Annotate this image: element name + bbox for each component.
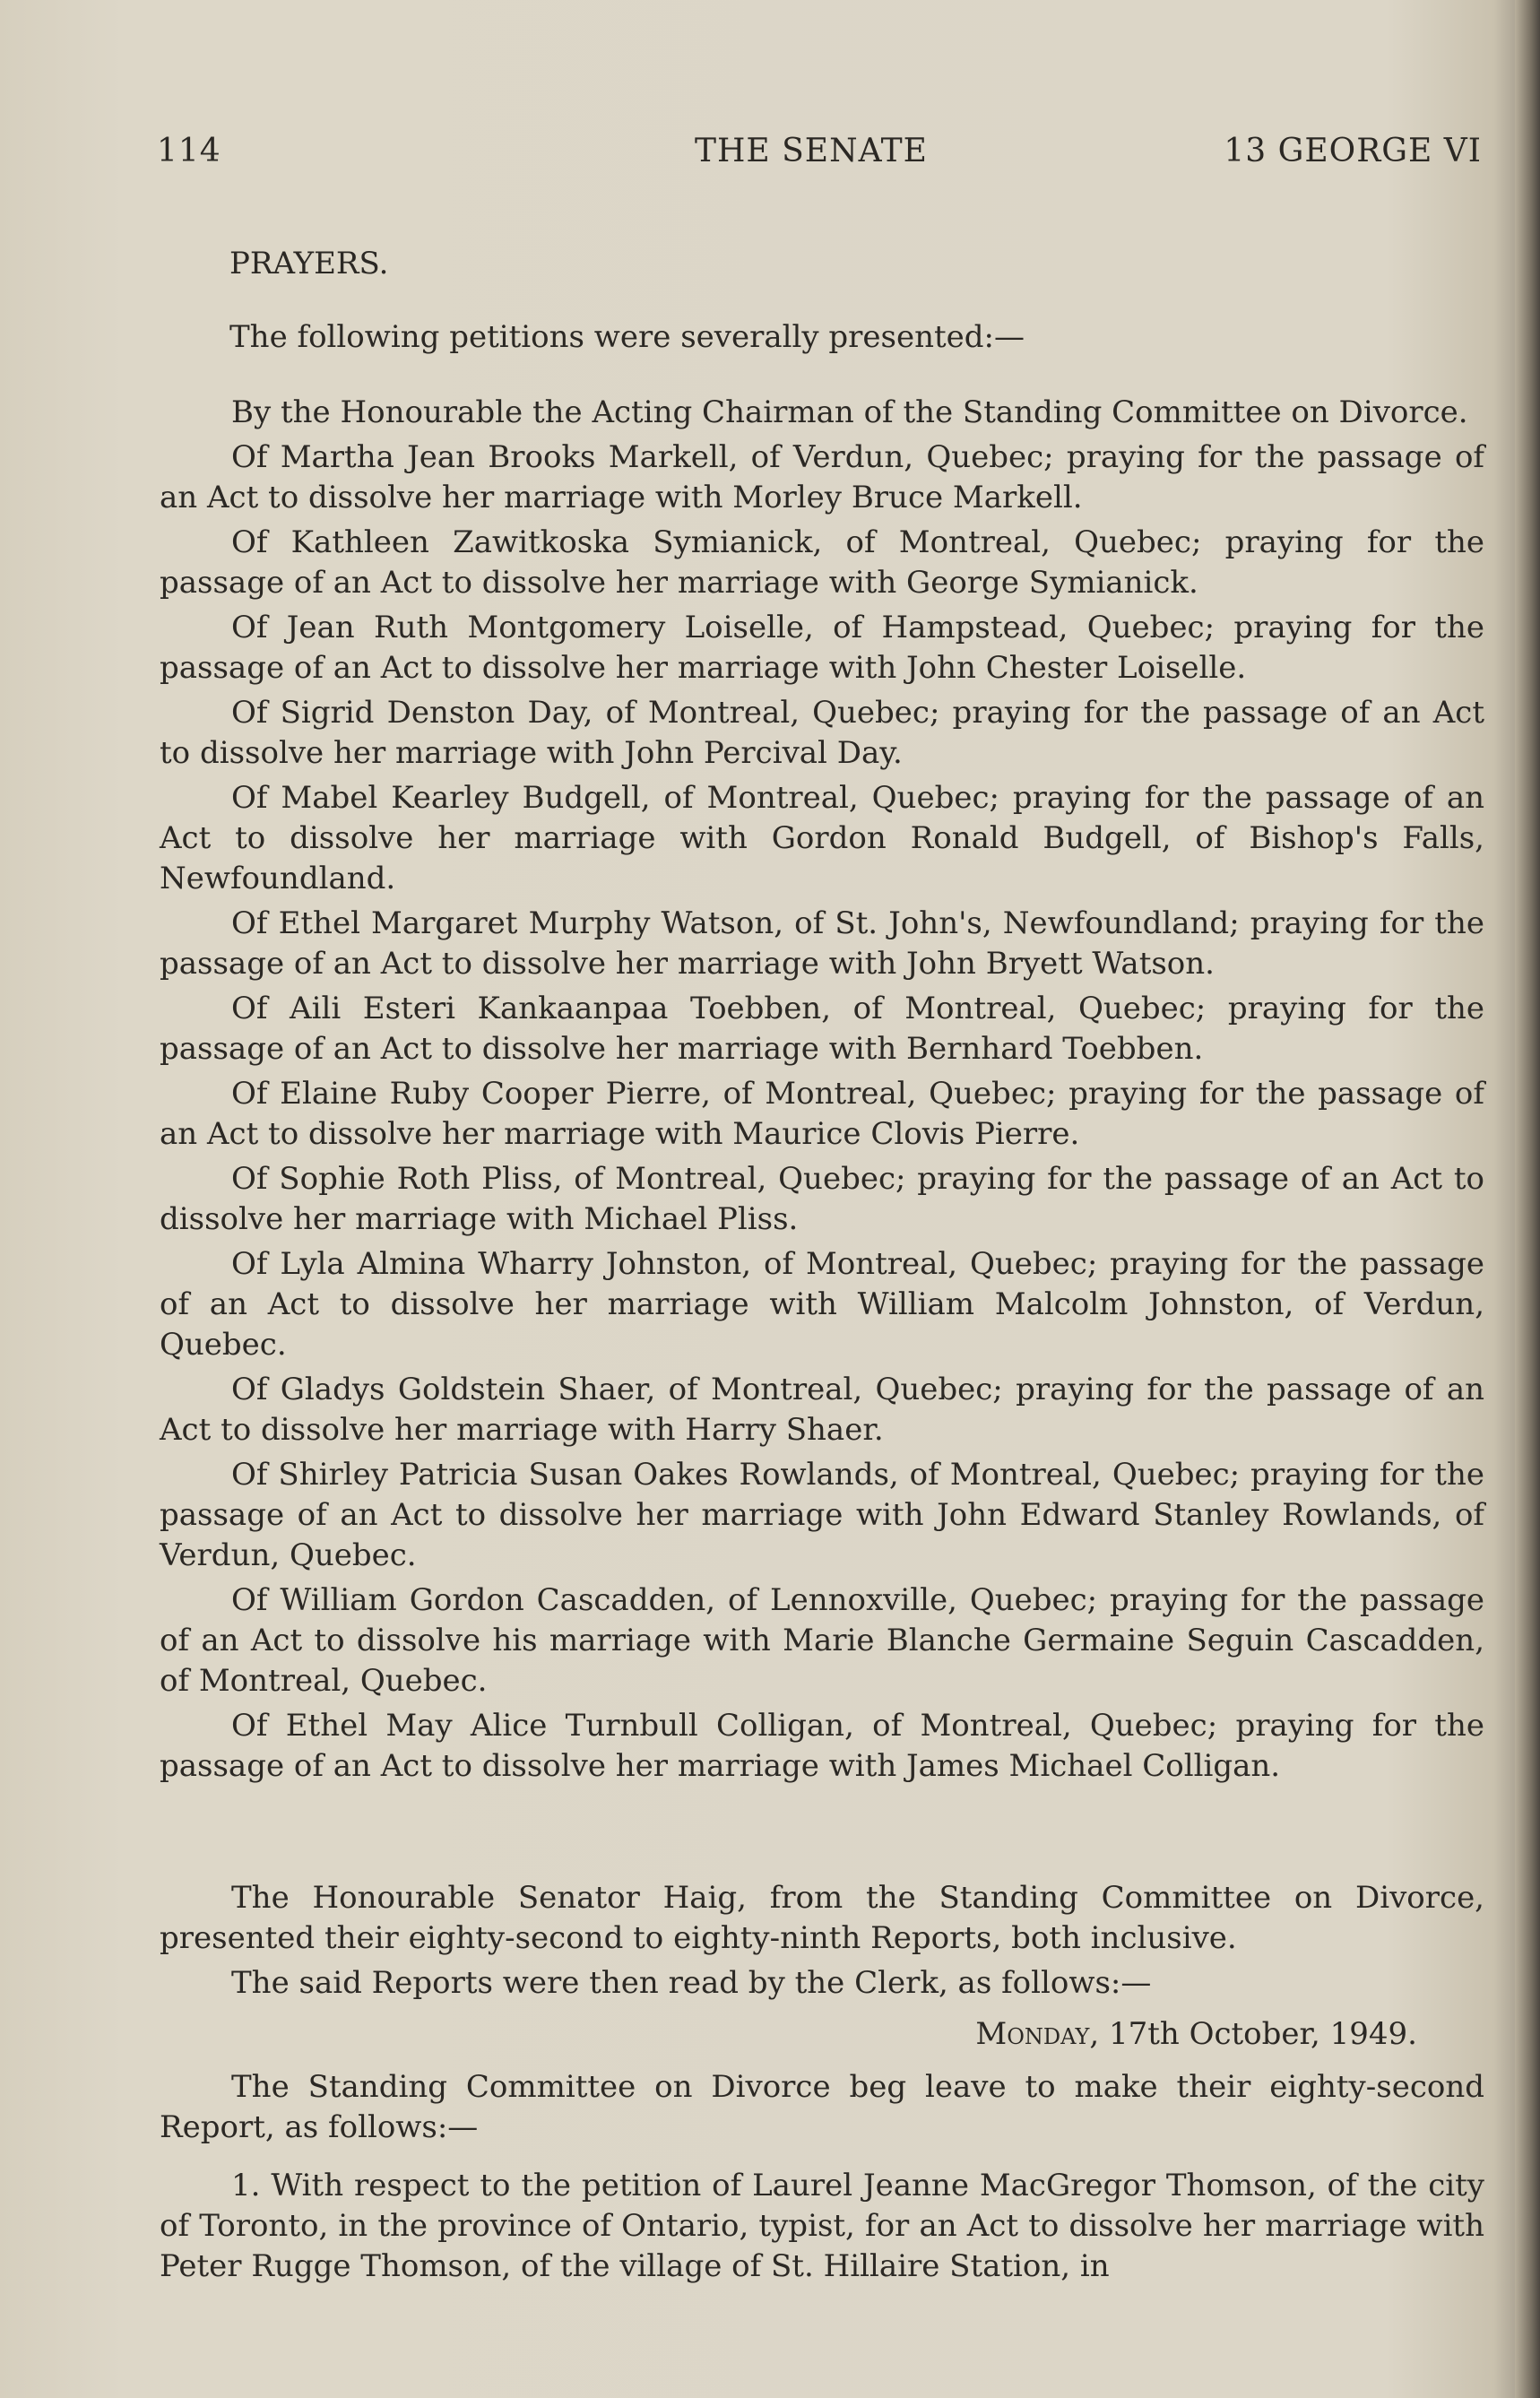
- petition-entry: Of Aili Esteri Kankaanpaa Toebben, of Montreal, Quebec; praying for the passage of an Act to dissolve her marriage with Bernhard Toebben.: [160, 991, 1484, 1067]
- report-intro: The Standing Committee on Divorce beg leave to make their eighty-second Report, as follows:—: [160, 2069, 1484, 2145]
- petition-entry: Of Sophie Roth Pliss, of Montreal, Quebec; praying for the passage of an Act to dissolve her marriage with Michael Pliss.: [160, 1161, 1484, 1237]
- section-heading-prayers: PRAYERS.: [229, 246, 389, 281]
- petition-entry: Of Shirley Patricia Susan Oakes Rowlands, of Montreal, Quebec; praying for the passage of an Act to dissolve her marriage with John Edward Stanley Rowlands, of Verdun, Quebec.: [160, 1457, 1484, 1573]
- petition-entry: Of Ethel May Alice Turnbull Colligan, of Montreal, Quebec; praying for the passage of an Act to dissolve her marriage with James Michael Colligan.: [160, 1708, 1484, 1784]
- petition-entry: Of Jean Ruth Montgomery Loiselle, of Hampstead, Quebec; praying for the passage of an Act to dissolve her marriage with John Chester Loiselle.: [160, 610, 1484, 686]
- petitions-intro: The following petitions were severally presented:—: [229, 319, 1025, 355]
- reports-presented: The Honourable Senator Haig, from the Standing Committee on Divorce, presented their eighty-second to eighty-ninth Reports, both inclusive.: [160, 1880, 1484, 1956]
- petition-entry: Of Mabel Kearley Budgell, of Montreal, Quebec; praying for the passage of an Act to dissolve her marriage with Gordon Ronald Budgell, of Bishop's Falls, Newfoundland.: [160, 780, 1484, 896]
- petition-entry: Of William Gordon Cascadden, of Lennoxville, Quebec; praying for the passage of an Act to dissolve his marriage with Marie Blanche Germaine Seguin Cascadden, of Montreal, Quebec.: [160, 1582, 1484, 1699]
- petition-entry: Of Gladys Goldstein Shaer, of Montreal, Quebec; praying for the passage of an Act to dissolve her marriage with Harry Shaer.: [160, 1372, 1484, 1448]
- regnal-year: 13 GEORGE VI: [1224, 133, 1482, 169]
- page-edge-shadow: [1515, 0, 1540, 2398]
- petitions-presenter: By the Honourable the Acting Chairman of the Standing Committee on Divorce.: [231, 394, 1468, 430]
- report-item: 1. With respect to the petition of Laurel Jeanne MacGregor Thomson, of the city of Toronto, in the province of Ontario, typist, for an Act to dissolve her marriage with Peter Rugge Thomson, of the village of St. Hillaire Station, in: [160, 2168, 1484, 2284]
- report-date-rest: , 17th October, 1949.: [1089, 2016, 1417, 2052]
- petition-entry: Of Kathleen Zawitkoska Symianick, of Montreal, Quebec; praying for the passage of an Act to dissolve her marriage with George Symianick.: [160, 524, 1484, 601]
- petition-entry: Of Ethel Margaret Murphy Watson, of St. John's, Newfoundland; praying for the passage of an Act to dissolve her marriage with John Bryett Watson.: [160, 905, 1484, 982]
- running-title: THE SENATE: [695, 133, 928, 169]
- page-number: 114: [157, 133, 221, 169]
- petition-entry: Of Martha Jean Brooks Markell, of Verdun, Quebec; praying for the passage of an Act to dissolve her marriage with Morley Bruce Markell.: [160, 439, 1484, 515]
- section-spacer: [160, 1791, 1484, 1878]
- report-date-day: Monday: [975, 2016, 1090, 2052]
- running-header: [157, 133, 1482, 177]
- petition-entry: Of Elaine Ruby Cooper Pierre, of Montreal, Quebec; praying for the passage of an Act to dissolve her marriage with Maurice Clovis Pierre.: [160, 1076, 1484, 1152]
- page-body: [160, 244, 1484, 2291]
- petition-entry: Of Lyla Almina Wharry Johnston, of Montreal, Quebec; praying for the passage of an Act to dissolve her marriage with William Malcolm Johnston, of Verdun, Quebec.: [160, 1246, 1484, 1363]
- petition-entry: Of Sigrid Denston Day, of Montreal, Quebec; praying for the passage of an Act to dissolve her marriage with John Percival Day.: [160, 695, 1484, 771]
- reports-read: The said Reports were then read by the Clerk, as follows:—: [231, 1965, 1152, 2001]
- report-date: [160, 2014, 1417, 2055]
